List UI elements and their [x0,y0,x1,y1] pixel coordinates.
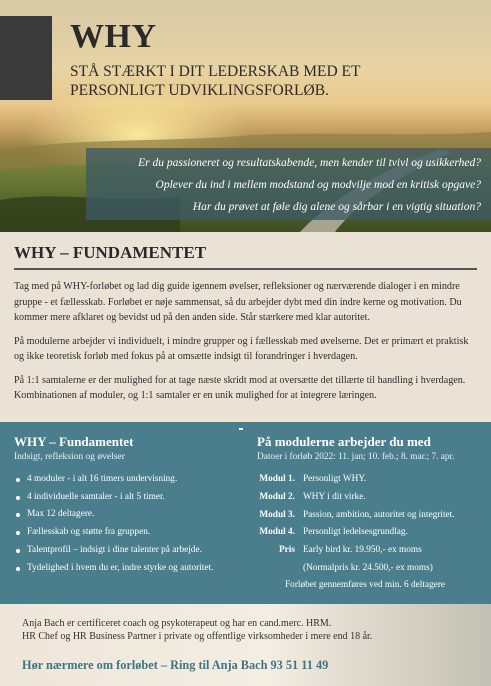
module-row [257,507,487,525]
title-divider [14,268,477,270]
fundamentet-section [0,232,491,422]
program-bullets [14,471,244,577]
section-body [14,279,477,412]
dark-accent-block [0,16,52,100]
program-overview [14,434,244,577]
program-title: WHY – Fundamentet [14,434,134,449]
modules-dates: Datoer i forløb 2022: 11. jan; 10. feb.; 8. mar.; 7. apr. [257,452,455,462]
modules-overview [257,434,487,578]
module-row [257,471,487,489]
bio-line: Anja Bach er certificeret coach og psykoterapeut og har en cand.merc. HRM. [22,618,332,629]
program-subtitle: Indsigt, refleksion og øvelser [14,452,125,462]
module-row [257,524,487,542]
price-label: Pris [278,545,295,556]
module-description: Passion, ambition, autoritet og integritet. [303,509,455,520]
body-paragraph: På modulerne arbejder vi individuelt, i mindre grupper og i fællesskab med øvelserne. Det er primært et praktisk og ikke teoretisk forløb med fokus på at omsætte indsigt til forandringer i hverdagen. [14,335,469,362]
hero-subtitle-line: STÅ STÆRKT I DIT LEDERSKAB MED ET [70,63,361,80]
price-row [257,542,487,560]
module-label: Modul 2. [259,491,295,502]
bullet-item: 4 individuelle samtaler - i alt 5 timer. [14,489,244,507]
bullet-item: Talentprofil – indsigt i dine talenter på arbejde. [14,542,244,560]
body-paragraph: På 1:1 samtalerne er der mulighed for at tage næste skridt mod at oversætte det tillærte til handling i hverdagen. Kombinationen af moduler, og 1:1 samtaler er en unik mulighed for at integrere læringen. [14,374,466,401]
min-participants-note: Forløbet gennemføres ved min. 6 deltagere [285,580,446,590]
module-label: Modul 4. [259,527,295,538]
modules-title: På modulerne arbejder du med [257,434,431,449]
hero-subtitle-line: PERSONLIGT UDVIKLINGSFORLØB. [70,82,329,99]
module-label: Modul 3. [259,509,295,520]
normal-price-note: (Normalpris kr. 24.500,- ex moms) [303,562,433,573]
module-label: Modul 1. [259,474,295,484]
module-list [257,471,487,578]
question-text: Er du passioneret og resultatskabende, men kender til tvivl og usikkerhed? [138,157,481,169]
price-value: Early bird kr. 19.950,- ex moms [303,545,422,556]
module-description: Personligt WHY. [303,474,367,484]
bullet-item: Fællesskab og støtte fra gruppen. [14,524,244,542]
bullet-item: Tydelighed i hvem du er, indre styrke og autoritet. [14,560,244,578]
hero-title: WHY [70,18,157,55]
question-text: Har du prøvet at føle dig alene og sårbar i en vigtig situation? [192,201,481,213]
module-row [257,489,487,507]
section-title: WHY – FUNDAMENTET [14,243,207,262]
question-text: Oplever du ind i mellem modstand og modvilje mod en kritisk opgave? [155,179,481,191]
hero-banner [0,0,491,232]
module-description: WHY i dit virke. [303,491,366,502]
hero-subtitle [70,62,370,100]
body-paragraph: Tag med på WHY-forløbet og lad dig guide igennem øvelser, refleksioner og nærværende dialoger i en mindre gruppe - et fællesskab. Forløbet er nøje sammensat, så du arbejder dybt med din indre kerne og motivation. Du kommer mere afklaret og bevidst ud på den anden side. Står stærkere med klar autoritet. [14,281,462,323]
contact-cta: Hør nærmere om forløbet – Ring til Anja Bach 93 51 11 49 [22,658,329,672]
accent-mark [239,428,243,430]
question-panel [86,148,491,220]
bio-line: HR Chef og HR Business Partner i private og offentlige virksomheder i mere end 18 år. [22,631,373,642]
program-section [0,422,491,604]
bullet-item: Max 12 deltagere. [14,506,244,524]
module-description: Personligt ledelsesgrundlag. [303,527,408,538]
bio-text [22,617,372,643]
footer [0,604,491,686]
bullet-item: 4 moduler - i alt 16 timers undervisning. [14,471,244,489]
